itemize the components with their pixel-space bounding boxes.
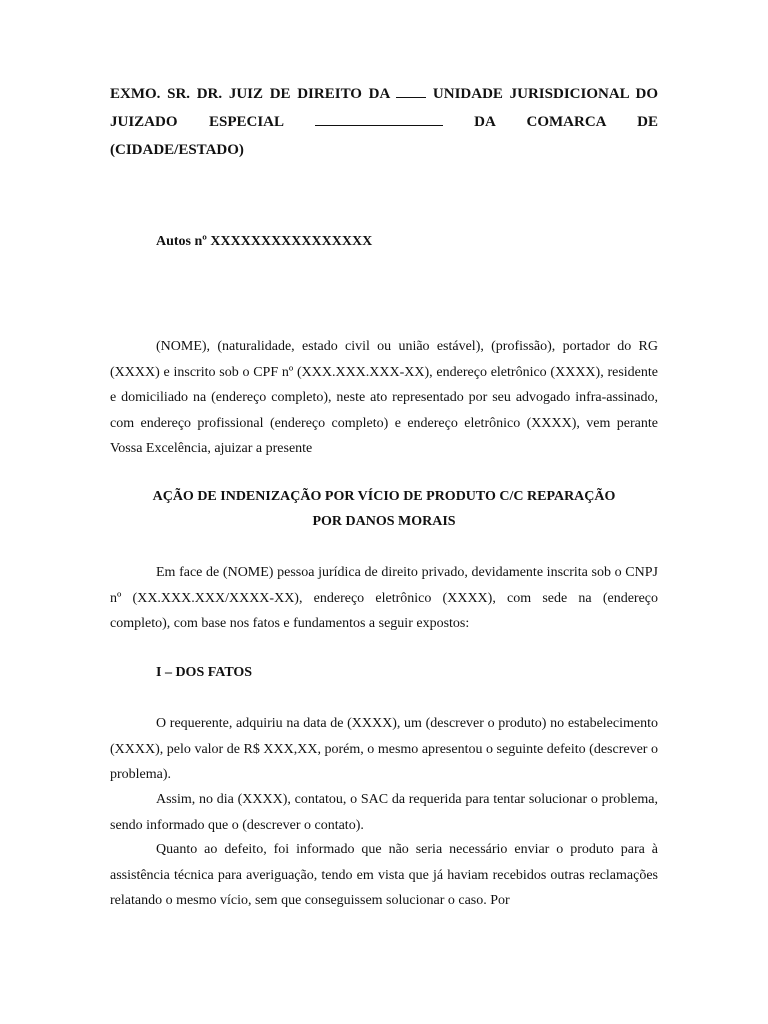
header-text: JURISDICIONAL: [509, 86, 629, 102]
header-text: ESPECIAL: [209, 114, 284, 130]
blank-field: [396, 83, 426, 98]
court-address-header: [110, 80, 658, 164]
header-line-1: [110, 80, 658, 108]
section-heading-fatos: I – DOS FATOS: [156, 665, 253, 680]
action-title-line-2: POR DANOS MORAIS: [312, 514, 456, 529]
facts-paragraph-2: Assim, no dia (XXXX), contatou, o SAC da requerida para tentar solucionar o problema, sendo informado que o (descrever o contato).: [110, 792, 658, 833]
header-text: DA: [474, 114, 496, 130]
plaintiff-qualification-paragraph: (NOME), (naturalidade, estado civil ou união estável), (profissão), portador do RG (XXXX) e inscrito sob o CPF nº (XXX.XXX.XXX-XX), endereço eletrônico (XXXX), residente e domiciliado na (endereço completo), neste ato representado por seu advogado infra-assinado, com endereço profissional (endereço completo) e endereço eletrônico (XXXX), vem perante Vossa Excelência, ajuizar a presente: [110, 339, 658, 456]
defendant-paragraph: Em face de (NOME) pessoa jurídica de direito privado, devidamente inscrita sob o CNPJ nº (XX.XXX.XXX/XXXX-XX), endereço eletrônico (XXXX), com sede na (endereço completo), com base nos fatos e fundamentos a seguir expostos:: [110, 565, 658, 631]
facts-paragraph-3: Quanto ao defeito, foi informado que não seria necessário enviar o produto para à assistência técnica para averiguação, tendo em vista que já haviam recebidos outras reclamações relatando o mesmo vício, sem que conseguissem solucionar o caso. Por: [110, 842, 658, 908]
header-text: JUIZADO: [110, 114, 178, 130]
facts-paragraph-1: O requerente, adquiriu na data de (XXXX), um (descrever o produto) no estabelecimento (XXXX), pelo valor de R$ XXX,XX, porém, o mesmo apresentou o seguinte defeito (descrever o problema).: [110, 716, 658, 782]
header-line-2: [110, 108, 658, 136]
header-text: DE: [637, 114, 658, 130]
action-title: [110, 484, 658, 534]
header-text: DO: [635, 86, 659, 102]
header-line-3: (CIDADE/ESTADO): [110, 142, 244, 158]
action-title-line-1: AÇÃO DE INDENIZAÇÃO POR VÍCIO DE PRODUTO C/C REPARAÇÃO: [152, 489, 616, 504]
blank-field: [315, 111, 443, 126]
case-number: Autos nº XXXXXXXXXXXXXXXX: [156, 234, 373, 249]
header-text: EXMO. SR. DR. JUIZ DE DIREITO DA: [110, 86, 390, 102]
header-text: UNIDADE: [432, 86, 503, 102]
header-text: COMARCA: [526, 114, 606, 130]
